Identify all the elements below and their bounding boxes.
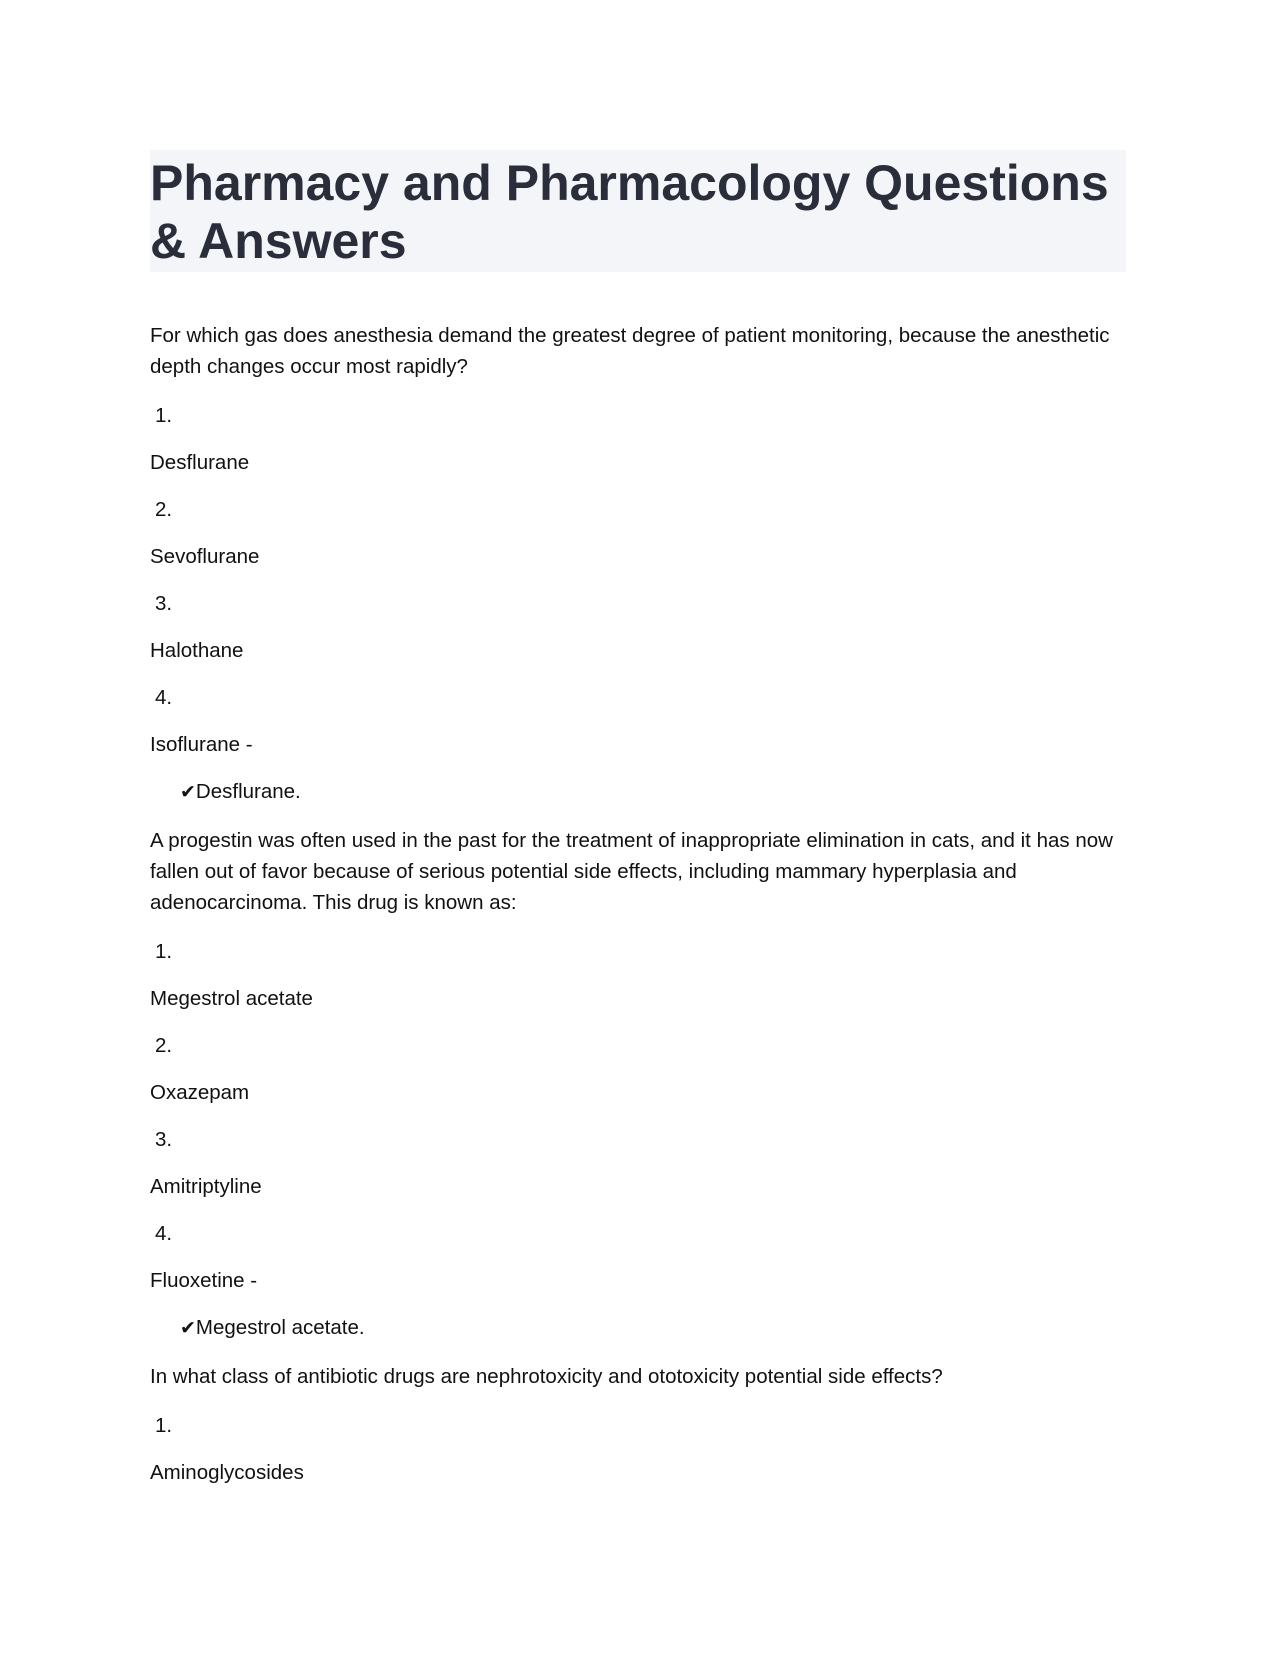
answer-text: Desflurane. bbox=[195, 780, 301, 803]
option-text: Megestrol acetate bbox=[150, 987, 313, 1010]
option-text: Aminoglycosides bbox=[150, 1461, 304, 1484]
option-text: Amitriptyline bbox=[150, 1175, 262, 1198]
option-text: Desflurane bbox=[150, 451, 250, 474]
check-icon: ✔ bbox=[180, 781, 196, 803]
option-number: 4. bbox=[155, 686, 173, 709]
option-text: Fluoxetine - bbox=[150, 1269, 258, 1292]
option-text: Sevoflurane bbox=[150, 545, 260, 568]
option-number: 1. bbox=[155, 404, 173, 427]
question-2 bbox=[150, 825, 1126, 1342]
answer bbox=[180, 778, 1126, 806]
answer-text: Megestrol acetate. bbox=[195, 1316, 365, 1339]
option-number: 3. bbox=[155, 1128, 173, 1151]
option-number: 1. bbox=[155, 940, 173, 963]
question-3 bbox=[150, 1361, 1126, 1487]
option-number: 3. bbox=[155, 592, 173, 615]
option-number: 4. bbox=[155, 1222, 173, 1245]
page-title: Pharmacy and Pharmacology Questions & Answers bbox=[150, 155, 1109, 269]
option-text: Oxazepam bbox=[150, 1081, 250, 1104]
option-text: Isoflurane - bbox=[150, 733, 253, 756]
question-text: A progestin was often used in the past for the treatment of inappropriate elimination in cats, and it has now fallen out of favor because of serious potential side effects, including mammary hyperplasia and adenocarcinoma. This drug is known as: bbox=[150, 829, 1113, 914]
option-text: Halothane bbox=[150, 639, 244, 662]
option-number: 2. bbox=[155, 1034, 173, 1057]
question-1 bbox=[150, 320, 1126, 806]
answer bbox=[180, 1314, 1126, 1342]
document-page bbox=[150, 150, 1126, 1506]
option-number: 2. bbox=[155, 498, 173, 521]
question-text: For which gas does anesthesia demand the greatest degree of patient monitoring, because the anesthetic depth changes occur most rapidly? bbox=[150, 324, 1110, 378]
question-text: In what class of antibiotic drugs are nephrotoxicity and ototoxicity potential side effects? bbox=[150, 1365, 943, 1388]
check-icon: ✔ bbox=[180, 1317, 196, 1339]
option-number: 1. bbox=[155, 1414, 173, 1437]
title-block bbox=[150, 150, 1126, 272]
